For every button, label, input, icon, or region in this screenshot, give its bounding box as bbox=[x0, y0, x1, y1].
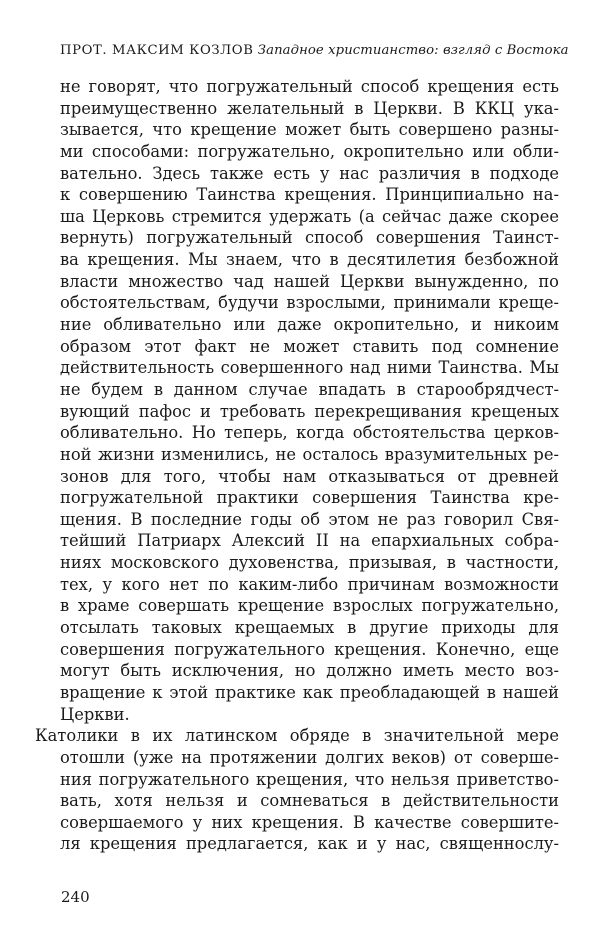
text-line: образом этот факт не может ставить под сомнение bbox=[60, 336, 559, 356]
running-head-book-title: Западное христианство: взгляд с Востока bbox=[257, 43, 569, 58]
text-line: Католики в их латинском обряде в значительной мере bbox=[35, 726, 559, 746]
text-line: тейший Патриарх Алексий II на епархиальных собра- bbox=[60, 531, 559, 551]
text-line: ниях московского духовенства, призывая, в частности, bbox=[60, 553, 559, 573]
text-line: вернуть) погружательный способ совершения Таинст- bbox=[60, 228, 559, 248]
text-line: действительность совершенного над ними Таинства. Мы bbox=[60, 358, 559, 378]
text-line: ния погружательного крещения, что нельзя приветство- bbox=[60, 769, 559, 789]
body-text bbox=[35, 76, 559, 855]
text-line: совершаемого у них крещения. В качестве совершите- bbox=[60, 812, 559, 832]
text-line: не говорят, что погружательный способ крещения есть bbox=[60, 77, 559, 96]
text-line: погружательной практики совершения Таинства кре- bbox=[60, 488, 559, 508]
text-line: ми способами: погружательно, окропительно или обли- bbox=[60, 141, 559, 161]
text-line: ва крещения. Мы знаем, что в десятилетия безбожной bbox=[60, 250, 559, 270]
running-head bbox=[60, 43, 569, 58]
page-number: 240 bbox=[61, 888, 90, 906]
text-line: ние обливательно или даже окропительно, и никоим bbox=[60, 315, 559, 335]
text-line: могут быть исключения, но должно иметь место воз- bbox=[60, 661, 559, 681]
text-line: обстоятельствам, будучи взрослыми, принимали креще- bbox=[60, 293, 559, 313]
text-line: Церкви. bbox=[60, 704, 130, 724]
text-line: преимущественно желательный в Церкви. В ККЦ ука- bbox=[60, 98, 559, 118]
text-line: отошли (уже на протяжении долгих веков) от соверше- bbox=[60, 747, 559, 767]
text-line: ля крещения предлагается, как и у нас, священнослу- bbox=[60, 834, 559, 854]
text-line: вательно. Здесь также есть у нас различия в подходе bbox=[60, 163, 559, 183]
text-line: зывается, что крещение может быть совершено разны- bbox=[60, 120, 559, 140]
text-line: щения. В последние годы об этом не раз говорил Свя- bbox=[60, 509, 559, 529]
text-line: ша Церковь стремится удержать (а сейчас даже скорее bbox=[60, 206, 559, 226]
text-line: вующий пафос и требовать перекрещивания крещеных bbox=[60, 401, 559, 421]
text-line: вращение к этой практике как преобладающей в нашей bbox=[60, 682, 559, 702]
text-line: отсылать таковых крещаемых в другие приходы для bbox=[60, 618, 559, 638]
text-line: вать, хотя нельзя и сомневаться в действительности bbox=[60, 791, 559, 811]
running-head-author: ПРОТ. МАКСИМ КОЗЛОВ bbox=[60, 43, 254, 58]
text-line: обливательно. Но теперь, когда обстоятельства церков- bbox=[60, 423, 559, 443]
text-line: власти множество чад нашей Церкви вынужденно, по bbox=[60, 271, 559, 291]
text-line: ной жизни изменились, не осталось вразумительных ре- bbox=[60, 444, 559, 464]
text-line: к совершению Таинства крещения. Принципиально на- bbox=[60, 185, 559, 205]
text-line: тех, у кого нет по каким-либо причинам возможности bbox=[60, 574, 559, 594]
text-line: в храме совершать крещение взрослых погружательно, bbox=[60, 596, 559, 616]
text-line: не будем в данном случае впадать в старообрядчест- bbox=[60, 379, 559, 399]
text-line: зонов для того, чтобы нам отказываться от древней bbox=[60, 466, 559, 486]
text-line: совершения погружательного крещения. Конечно, еще bbox=[60, 639, 559, 659]
